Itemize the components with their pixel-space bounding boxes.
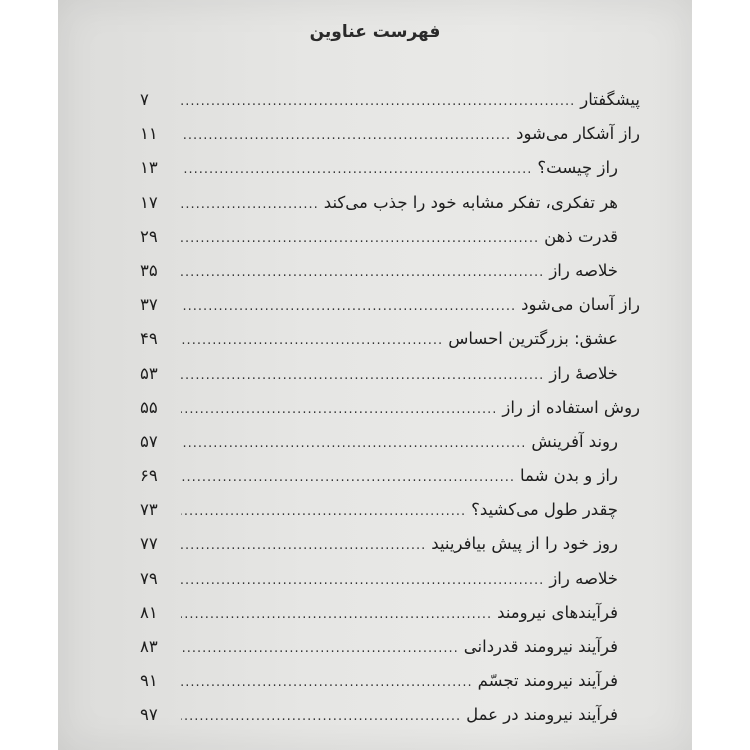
toc-entry [140, 432, 640, 466]
toc-entry-page-number: ۷ [140, 90, 149, 109]
toc-entry-page-number: ۱۳ [140, 158, 158, 178]
toc-entry-title: روش استفاده از راز [502, 397, 640, 417]
toc-entry-title: راز و بدن شما [520, 466, 618, 486]
toc-entry-page-number: ۸۳ [140, 637, 158, 656]
dot-leader [181, 709, 461, 724]
toc-entry-page-number: ۴۹ [140, 329, 158, 349]
toc-entry-page-number: ۸۱ [140, 602, 158, 622]
toc-entry-page-number: ۲۹ [140, 226, 158, 246]
toc-entry-page-number: ۷۳ [140, 500, 158, 520]
dot-leader [181, 299, 516, 314]
toc-entry [140, 227, 640, 261]
toc-entry-title: خلاصهٔ راز [549, 363, 618, 383]
toc-entry [140, 398, 640, 432]
toc-entry-title: روند آفرینش [531, 431, 618, 451]
toc-entry-title: چقدر طول می‌کشید؟ [471, 500, 618, 520]
table-of-contents [140, 90, 640, 740]
dot-leader [181, 675, 473, 690]
toc-entry-title: هر تفکری، تفکر مشابه خود را جذب می‌کند [323, 192, 618, 212]
toc-entry-title: عشق: بزرگترین احساس [448, 329, 618, 349]
toc-entry-title: فرآیند نیرومند قدردانی [463, 637, 618, 656]
dot-leader [181, 470, 515, 485]
toc-entry [140, 261, 640, 295]
toc-entry [140, 90, 640, 124]
toc-entry-page-number: ۵۵ [140, 397, 158, 417]
toc-entry-title: فرآیند نیرومند تجسّم [477, 671, 618, 691]
toc-entry [140, 466, 640, 500]
toc-entry-page-number: ۳۵ [140, 260, 158, 280]
toc-entry-title: خلاصه راز [549, 260, 618, 280]
book-page [58, 0, 692, 750]
toc-entry-page-number: ۱۱ [140, 124, 158, 144]
toc-entry-page-number: ۶۹ [140, 466, 158, 486]
toc-entry [140, 671, 640, 705]
toc-entry [140, 569, 640, 603]
toc-entry-title: فرآیندهای نیرومند [497, 602, 618, 622]
toc-entry [140, 603, 640, 637]
toc-entry-title: قدرت ذهن [544, 226, 618, 246]
dot-leader [181, 197, 319, 212]
toc-entry-page-number: ۷۷ [140, 534, 158, 554]
toc-entry-title: روز خود را از پیش بیافرینید [431, 534, 618, 554]
toc-entry-title: راز آشکار می‌شود [516, 124, 640, 144]
dot-leader [181, 333, 443, 348]
dot-leader [181, 573, 544, 588]
toc-entry-title: فرآیند نیرومند در عمل [466, 705, 618, 725]
toc-entry [140, 500, 640, 534]
dot-leader [181, 94, 575, 109]
dot-leader [181, 504, 466, 519]
toc-entry [140, 705, 640, 739]
toc-entry-title: خلاصه راز [549, 568, 618, 588]
toc-entry-title: راز آسان می‌شود [521, 295, 640, 315]
dot-leader [181, 402, 497, 417]
toc-entry [140, 364, 640, 398]
dot-leader [181, 368, 544, 383]
toc-entry-page-number: ۵۳ [140, 363, 158, 383]
toc-entry [140, 329, 640, 363]
toc-entry [140, 158, 640, 192]
dot-leader [181, 436, 526, 451]
toc-entry-title: پیشگفتار [580, 90, 640, 109]
toc-entry-title: راز چیست؟ [537, 158, 618, 178]
toc-entry-page-number: ۱۷ [140, 192, 158, 212]
toc-entry [140, 637, 640, 671]
dot-leader [181, 641, 459, 656]
dot-leader [181, 128, 511, 143]
toc-entry-page-number: ۳۷ [140, 295, 158, 315]
toc-entry [140, 295, 640, 329]
dot-leader [181, 607, 492, 622]
toc-entry-page-number: ۹۷ [140, 705, 158, 725]
dot-leader [181, 265, 544, 280]
toc-entry [140, 124, 640, 158]
toc-entry-page-number: ۹۱ [140, 671, 158, 691]
toc-entry-page-number: ۵۷ [140, 431, 158, 451]
dot-leader [181, 162, 532, 177]
dot-leader [181, 231, 539, 246]
page-title: فهرست عناوین [309, 22, 441, 42]
toc-entry-page-number: ۷۹ [140, 568, 158, 588]
toc-entry [140, 193, 640, 227]
dot-leader [181, 538, 426, 553]
toc-entry [140, 534, 640, 568]
